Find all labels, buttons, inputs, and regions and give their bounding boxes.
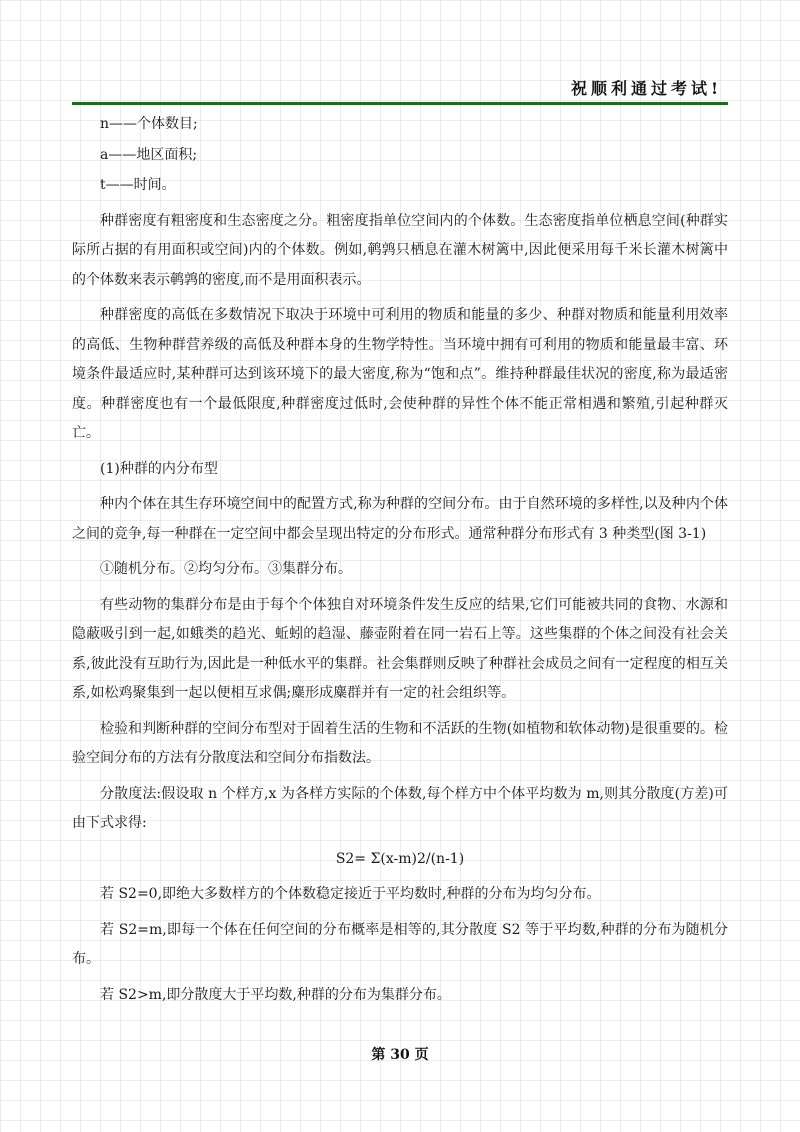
document-body (72, 110, 728, 1016)
paragraph-density-level: 种群密度的高低在多数情况下取决于环境中可利用的物质和能量的多少、种群对物质和能量利用效率的高低、生物种群营养级的高低及种群本身的生物学特性。当环境中拥有可利用的物质和能量最丰富、环境条件最适应时,某种群可达到该环境下的最大密度,称为“饱和点”。维持种群最佳状况的密度,称为最适密度。种群密度也有一个最低限度,种群密度过低时,会使种群的异性个体不能正常相遇和繁殖,引起种群灭亡。 (72, 307, 728, 441)
distribution-types-list: ①随机分布。②均匀分布。③集群分布。 (100, 561, 352, 577)
page-number: 第 30 页 (371, 1047, 429, 1063)
definition-a: a——地区面积; (100, 146, 198, 163)
paragraph-testing: 检验和判断种群的空间分布型对于固着生活的生物和不活跃的生物(如植物和软体动物)是很重要的。检验空间分布的方法有分散度法和空间分布指数法。 (72, 720, 728, 766)
paragraph-clumped: 有些动物的集群分布是由于每个个体独自对环境条件发生反应的结果,它们可能被共同的食物、水源和隐蔽吸引到一起,如蛾类的趋光、蚯蚓的趋湿、藤壶附着在同一岩石上等。这些集群的个体之间没有社会关系,彼此没有互助行为,因此是一种低水平的集群。社会集群则反映了种群社会成员之间有一定程度的相互关系,如松鸡聚集到一起以便相互求偶;麋形成麋群并有一定的社会组织等。 (72, 596, 728, 701)
header-divider (72, 102, 728, 105)
case-s2-zero: 若 S2=0,即绝大多数样方的个体数稳定接近于平均数时,种群的分布为均匀分布。 (100, 886, 601, 902)
definition-n: n——个体数目; (100, 116, 198, 132)
paragraph-density-types: 种群密度有粗密度和生态密度之分。粗密度指单位空间内的个体数。生态密度指单位栖息空间(种群实际所占据的有用面积或空间)内的个体数。例如,鹌鹑只栖息在灌木树篱中,因此便采用每千米长灌木树篱中的个体数来表示鹌鹑的密度,而不是用面积表示。 (72, 212, 728, 288)
section-heading-distribution: (1)种群的内分布型 (100, 460, 218, 477)
page-header-title: 祝顺利通过考试! (570, 79, 722, 98)
case-s2-equal-m: 若 S2=m,即每一个体在任何空间的分布概率是相等的,其分散度 S2 等于平均数,种群的分布为随机分布。 (72, 921, 728, 967)
case-s2-greater-m: 若 S2>m,即分散度大于平均数,种群的分布为集群分布。 (100, 986, 451, 1003)
paragraph-distribution: 种内个体在其生存环境空间中的配置方式,称为种群的空间分布。由于自然环境的多样性,以及种内个体之间的竞争,每一种群在一定空间中都会呈现出特定的分布形式。通常种群分布形式有 3 种类型(图 3-1) (72, 496, 728, 542)
definition-t: t——时间。 (100, 177, 176, 193)
variance-formula: S2= Σ(x-m)2/(n-1) (335, 850, 465, 867)
paragraph-variance-method: 分散度法:假设取 n 个样方,x 为各样方实际的个体数,每个样方中个体平均数为 m,则其分散度(方差)可由下式求得: (72, 785, 728, 831)
